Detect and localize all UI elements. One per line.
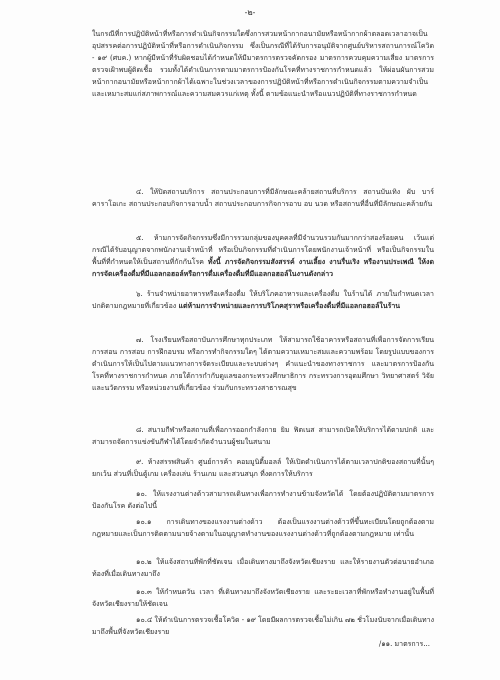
paragraph-6	[92, 288, 434, 328]
paragraph-intro: ในกรณีที่การปฏิบัติหน้าที่หรือการดำเนินกิจกรรมใดซึ่งการสวมหน้ากากอนามัยหรือหน้ากากผ้าตลอดเวลาอาจเป็นอุปสรรคต่อการปฏิบัติหน้าที่หรือการดำเนินกิจกรรม ซึ่งเป็นกรณีที่ได้รับการอนุมัติจากศูนย์บริหารสถานการณ์โควิด - ๑๙ (ศบค.) หากผู้มีหน้าที่รับผิดชอบได้กำหนดให้มีมาตรการตรวจคัดกรอง มาตรการควบคุมความเสี่ยง มาตรการตรวจเฝ้าพบผู้ติดเชื้อ รวมทั้งได้ดำเนินการตามมาตรการป้องกันโรคที่ทางราชการกำหนดแล้ว ให้ผ่อนผันการสวมหน้ากากอนามัยหรือหน้ากากผ้าได้เฉพาะในช่วงเวลาของการปฏิบัติหน้าที่หรือการดำเนินกิจกรรมตามความจำเป็นและเหมาะสมแก่สภาพการณ์และความสมควรแก่เหตุ ทั้งนี้ ตามข้อแนะนำหรือแนวปฏิบัติที่ทางราชการกำหนด	[92, 30, 434, 98]
paragraph-10-3: ๑๐.๓ ให้กำหนดวัน เวลา ที่เดินทางมาถึงจังหวัดเชียงราย และระยะเวลาที่พักหรือทำงานอยู่ในพื้นที่จังหวัดเชียงรายให้ชัดเจน	[92, 588, 434, 608]
paragraph-6-text: ๖. ร้านจำหน่ายอาหารหรือเครื่องดื่ม ให้บริโภคอาหารและเครื่องดื่ม ในร้านได้ ภายในกำหนดเวลาปกติตามกฎหมายที่เกี่ยวข้อง	[92, 290, 434, 310]
paragraph-5	[92, 232, 434, 284]
continuation-footer: /๑๑. มาตรการ...	[378, 640, 430, 648]
paragraph-10: ๑๐. ให้แรงงานต่างด้าวสามารถเดินทางเพื่อการทำงานข้ามจังหวัดได้ โดยต้องปฏิบัติตามมาตรการป้องกันโรค ดังต่อไปนี้	[92, 490, 434, 510]
paragraph-7: ๗. โรงเรียนหรือสถาบันการศึกษาทุกประเภท ให้สามารถใช้อาคารหรือสถานที่เพื่อการจัดการเรียนการสอน การสอบ การฝึกอบรม หรือการทำกิจกรรมใดๆ ได้ตามความเหมาะสมและความพร้อม โดยรูปแบบของการดำเนินการให้เป็นไปตามแนวทางการจัดระเบียบและระบบต่างๆ คำแนะนำของทางราชการ และมาตรการป้องกันโรคที่ทางราชการกำหนด ภายใต้การกำกับดูแลของกระทรวงศึกษาธิการ กระทรวงการอุดมศึกษา วิทยาศาสตร์ วิจัยและนวัตกรรม หรือหน่วยงานที่เกี่ยวข้อง ร่วมกับกระทรวงสาธารณสุข	[92, 336, 434, 392]
paragraph-8: ๘. สนามกีฬาหรือสถานที่เพื่อการออกกำลังกาย ยิม ฟิตเนส สามารถเปิดให้บริการได้ตามปกติ และสามารถจัดการแข่งขันกีฬาได้โดยจำกัดจำนวนผู้ชมในสนาม	[92, 426, 434, 446]
page-number: -๒-	[244, 8, 256, 17]
paragraph-9: ๙. ห้างสรรพสินค้า ศูนย์การค้า คอมมูนิตี้มอลล์ ให้เปิดดำเนินการได้ตามเวลาปกติของสถานที่นั้นๆ ยกเว้น ส่วนที่เป็นตู้เกม เครื่องเล่น ร้านเกม และสวนสนุก ที่งดการให้บริการ	[92, 458, 434, 478]
paragraph-10-4: ๑๐.๔ ให้ดำเนินการตรวจเชื้อโควิด - ๑๙ โดยมีผลการตรวจเชื้อไม่เกิน ๗๒ ชั่วโมงนับจากเมื่อเดินทางมาถึงพื้นที่จังหวัดเชียงราย	[92, 616, 434, 636]
paragraph-4: ๔. ให้ปิดสถานบริการ สถานประกอบการที่มีลักษณะคล้ายสถานที่บริการ สถานบันเทิง ผับ บาร์ คาราโอเกะ สถานประกอบกิจการอาบน้ำ สถานประกอบการกิจการอาบ อบ นวด หรือสถานที่อื่นที่มีลักษณะคล้ายกัน	[92, 188, 434, 208]
paragraph-6-emphasis: แต่ห้ามการจำหน่ายและการบริโภคสุราหรือเครื่องดื่มที่มีแอลกอฮอล์ในร้าน	[178, 301, 401, 310]
paragraph-5-text: ๕. ห้ามการจัดกิจกรรมซึ่งมีการรวมกลุ่มของบุคคลที่มีจำนวนรวมกันมากกว่าสองร้อยคน เว้นแต่ กรณีได้รับอนุญาตจากพนักงานเจ้าหน้าที่ หรือเป็นกิจกรรมที่ดำเนินการโดยพนักงานเจ้าหน้าที่ หรือเป็นกิจกรรมในพื้นที่ที่กำหนดให้เป็นสถานที่กักกันโรค	[92, 234, 434, 266]
paragraph-10-2: ๑๐.๒ ให้แจ้งสถานที่พักที่ชัดเจน เมื่อเดินทางมาถึงจังหวัดเชียงราย และให้รายงานตัวต่อนายอำเภอท้องที่เมื่อเดินทางมาถึง	[92, 558, 434, 578]
paragraph-5-emphasis: ทั้งนี้ ภารจัดกิจกรรมสังสรรค์ งานเลี้ยง งานรื่นเริง หรืองานประเพณี ให้งดการจัดเครื่องดื่มที่มีแอลกอฮอล์หรือการดื่มเครื่องดื่มที่มีแอลกอฮอล์ในงานดังกล่าว	[92, 257, 434, 278]
paragraph-10-1: ๑๐.๑ การเดินทางของแรงงานต่างด้าว ต้องเป็นแรงงานต่างด้าวที่ขึ้นทะเบียนโดยถูกต้องตามกฎหมายและเป็นการติดตามนายจ้างตามในอนุญาตทำงานของแรงงานต่างด้าวที่ถูกต้องตามกฎหมาย เท่านั้น	[92, 518, 434, 538]
